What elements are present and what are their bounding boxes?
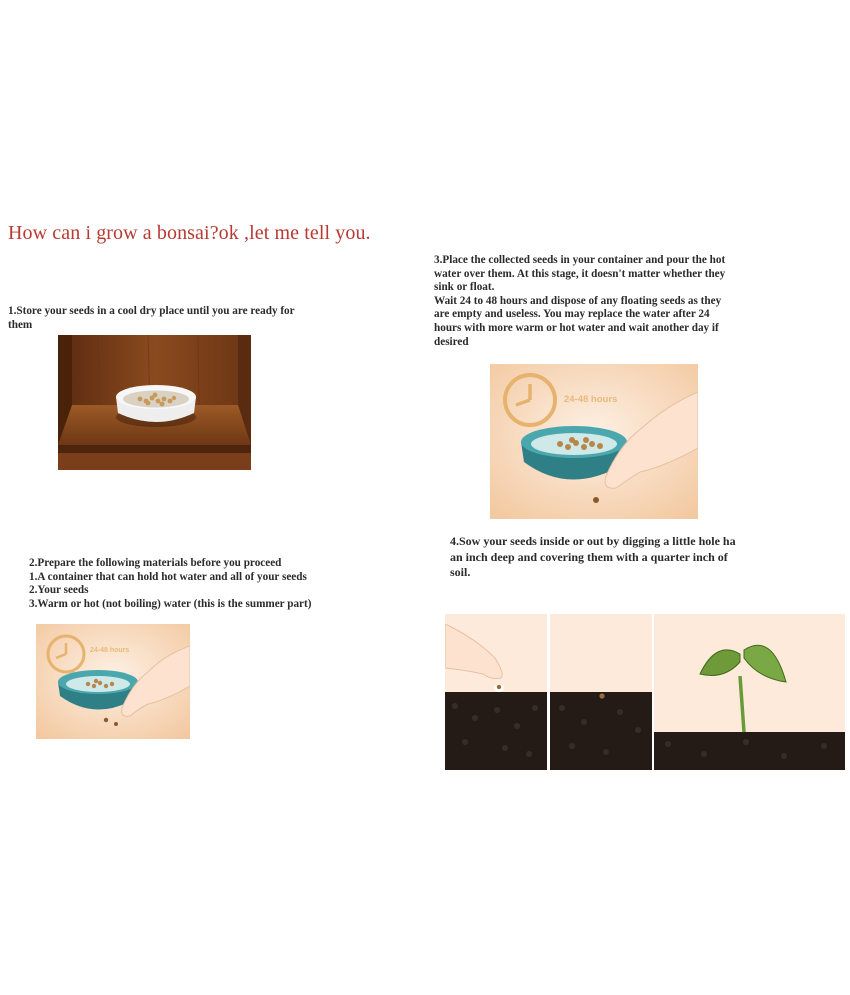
step-4-line: soil.: [450, 565, 471, 579]
step-1-line: 1.Store your seeds in a cool dry place until you are ready for: [8, 305, 295, 317]
planting-panel-seed-image: [550, 614, 652, 770]
step-4-text: [450, 534, 736, 581]
step-3-line: Wait 24 to 48 hours and dispose of any floating seeds as they: [434, 294, 722, 307]
step-4-line: 4.Sow your seeds inside or out by digging a little hole ha: [450, 534, 736, 548]
step-2-line: 2.Your seeds: [29, 584, 89, 597]
step-2-line: 3.Warm or hot (not boiling) water (this is the summer part): [29, 597, 312, 610]
page-title: How can i grow a bonsai?ok ,let me tell you.: [8, 222, 371, 244]
step-4-line: an inch deep and covering them with a quarter inch of: [450, 549, 728, 564]
step-3-line: 3.Place the collected seeds in your container and pour the hot: [434, 254, 726, 266]
step-1-text: [8, 305, 295, 332]
planting-panel-sprout-image: [654, 614, 845, 770]
clock-label: 24-48 hours: [564, 394, 618, 405]
soak-seeds-large-image: [490, 364, 698, 519]
seed-bowl-shelf-image: [58, 335, 251, 470]
step-2-line: 1.A container that can hold hot water and all of your seeds: [29, 570, 307, 583]
planting-panel-hand-image: [445, 614, 547, 770]
step-3-text: [434, 254, 725, 349]
step-3-line: sink or float.: [434, 281, 495, 294]
step-3-line: water over them. At this stage, it doesn't matter whether they: [434, 267, 726, 280]
step-2-text: [29, 557, 311, 611]
clock-label: 24-48 hours: [90, 647, 130, 654]
step-1-line: them: [8, 318, 33, 331]
step-3-line: hours with more warm or hot water and wait another day if: [434, 321, 719, 334]
step-3-line: are empty and useless. You may replace the water after 24: [434, 308, 710, 321]
step-2-line: 2.Prepare the following materials before you proceed: [29, 557, 282, 569]
step-3-line: desired: [434, 335, 469, 348]
soak-seeds-small-image: [36, 624, 190, 739]
